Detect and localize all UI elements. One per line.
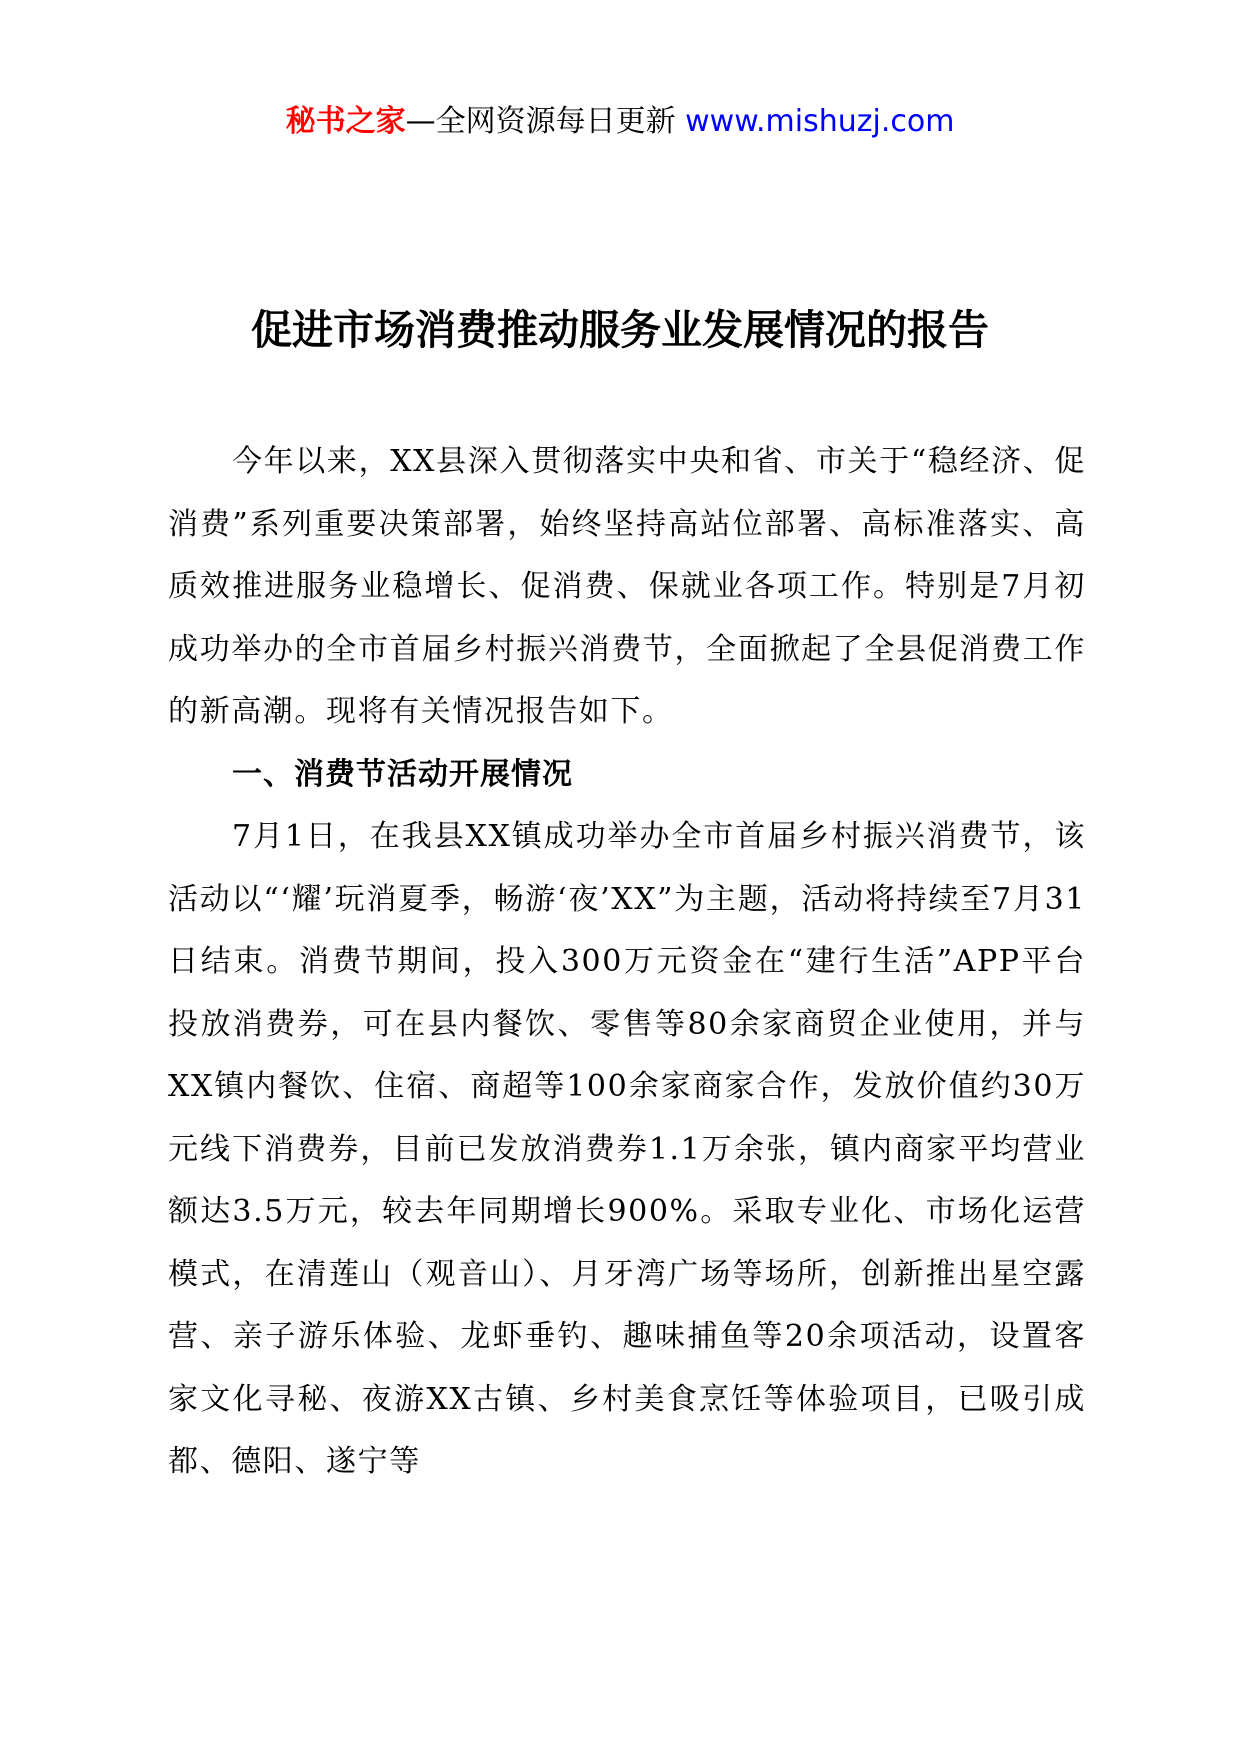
section-heading-1: 一、消费节活动开展情况	[232, 756, 573, 792]
watermark-header	[0, 100, 1240, 144]
watermark-slogan: —全网资源每日更新	[405, 104, 676, 139]
watermark-brand: 秘书之家	[285, 104, 406, 139]
paragraph-section-1: 7月1日，在我县XX镇成功举办全市首届乡村振兴消费节，该活动以“‘耀’玩消夏季，畅游‘夜’XX”为主题，活动将持续至7月31日结束。消费节期间，投入300万元资金在“建行生活”APP平台投放消费券，可在县内餐饮、零售等80余家商贸企业使用，并与XX镇内餐饮、住宿、商超等100余家商家合作，发放价值约30万元线下消费券，目前已发放消费券1.1万余张，镇内商家平均营业额达3.5万元，较去年同期增长900%。采取专业化、市场化运营模式，在清莲山（观音山）、月牙湾广场等场所，创新推出星空露营、亲子游乐体验、龙虾垂钓、趣味捕鱼等20余项活动，设置客家文化寻秘、夜游XX古镇、乡村美食烹饪等体验项目，已吸引成都、德阳、遂宁等	[168, 819, 1086, 1479]
document-body	[168, 431, 1086, 1494]
document-title: 促进市场消费推动服务业发展情况的报告	[251, 306, 989, 354]
paragraph-intro: 今年以来，XX县深入贯彻落实中央和省、市关于“稳经济、促消费”系列重要决策部署，始终坚持高站位部署、高标准落实、高质效推进服务业稳增长、促消费、保就业各项工作。特别是7月初成功举办的全市首届乡村振兴消费节，全面掀起了全县促消费工作的新高潮。现将有关情况报告如下。	[168, 444, 1086, 729]
watermark-url[interactable]: www.mishuzj.com	[685, 104, 955, 139]
